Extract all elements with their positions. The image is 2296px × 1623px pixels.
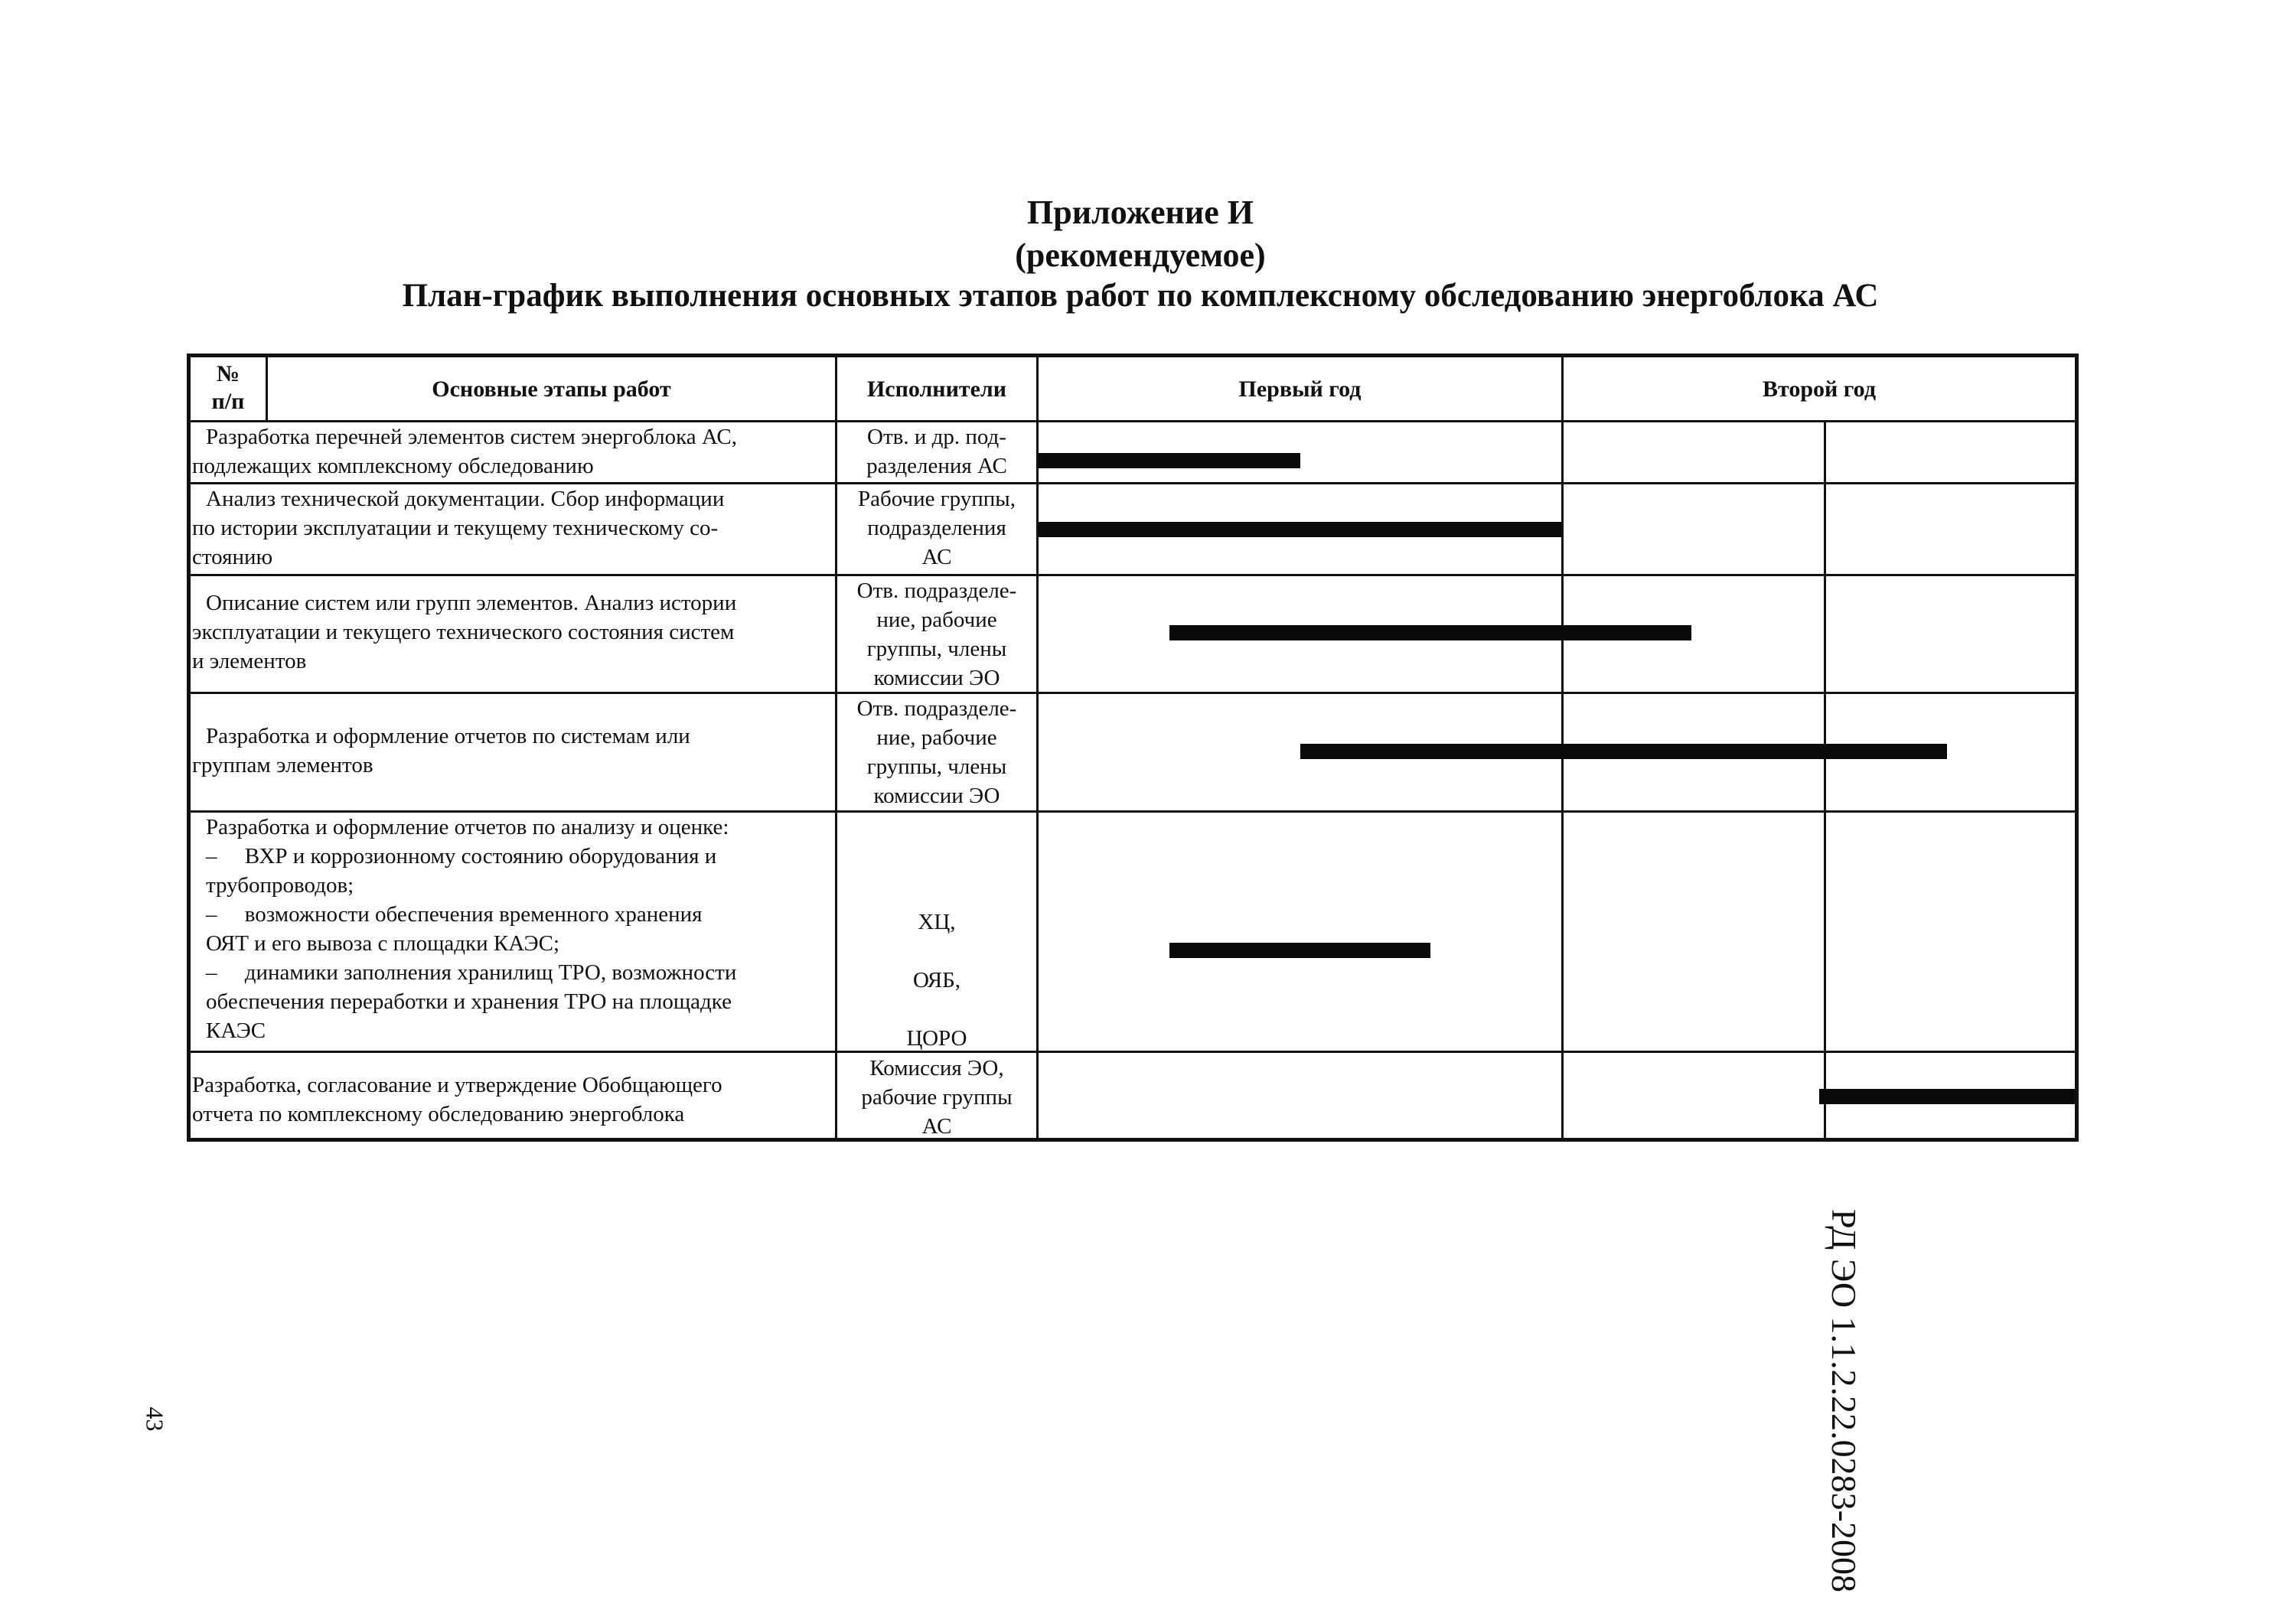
row-3-stage-line: и элементов — [192, 649, 307, 673]
row-2-performers — [837, 484, 1036, 572]
document-code: РД ЭО 1.1.2.22.0283-2008 — [1825, 1209, 1864, 1592]
row-5-performers-line: ХЦ, — [918, 910, 956, 934]
header-performers: Исполнители — [866, 376, 1007, 402]
header-num-line2: п/п — [211, 389, 245, 414]
schedule-title: План-график выполнения основных этапов работ по комплексному обследованию энергоблока АС — [402, 278, 1879, 314]
header-num — [191, 360, 266, 416]
row-2-performers-line: Рабочие группы, — [857, 487, 1016, 511]
row-2-performers-line: АС — [921, 545, 952, 569]
row-5-stage-line: – ВХР и коррозионному состоянию оборудования и — [206, 844, 717, 869]
row-5-stage-line: ОЯТ и его вывоза с площадки КАЭС; — [206, 931, 560, 956]
row-6-performers-line: Комиссия ЭО, — [869, 1056, 1004, 1080]
row-3-performers-line: ние, рабочие — [876, 608, 997, 632]
row-3-performers-line: группы, члены — [866, 637, 1007, 661]
row-6-performers-line: рабочие группы — [861, 1085, 1013, 1110]
row-line-2 — [191, 574, 2075, 576]
row-4-stage-line: группам элементов — [192, 753, 373, 777]
row-5-performers-line: ЦОРО — [906, 1026, 967, 1051]
row-6-performers-line: АС — [921, 1114, 952, 1139]
row-1-schedule-bar — [1039, 453, 1300, 468]
header-year1: Первый год — [1238, 376, 1362, 402]
row-4-performers-line: ние, рабочие — [876, 725, 997, 750]
schedule-table — [187, 354, 2079, 1142]
row-2-performers-line: подразделения — [867, 516, 1006, 540]
row-3-stage — [192, 588, 736, 676]
col-divider-performers-year1 — [1036, 357, 1039, 1138]
row-5-stage — [192, 813, 736, 1045]
row-5-stage-line: Разработка и оформление отчетов по анализу и оценке: — [206, 815, 729, 839]
row-5-stage-line: трубопроводов; — [206, 873, 354, 898]
row-5-schedule-bar — [1169, 943, 1431, 958]
row-1-stage — [192, 422, 737, 481]
row-3-performers — [837, 576, 1036, 693]
row-6-schedule-bar — [1819, 1089, 2075, 1104]
row-4-stage-line: Разработка и оформление отчетов по системам или — [206, 724, 690, 748]
row-5-stage-line: обеспечения переработки и хранения ТРО на площадке — [206, 989, 732, 1014]
row-1-stage-line: подлежащих комплексному обследованию — [192, 454, 594, 478]
row-3-schedule-bar — [1169, 625, 1691, 640]
row-5-performers-line: ОЯБ, — [912, 968, 961, 992]
row-2-stage-line: стоянию — [192, 545, 273, 569]
row-4-performers-line: комиссии ЭО — [873, 784, 1000, 808]
row-4-performers-line: группы, члены — [866, 754, 1007, 779]
header-stages: Основные этапы работ — [432, 376, 671, 402]
row-2-stage-line: по истории эксплуатации и текущему техническому со- — [192, 516, 719, 540]
appendix-title: Приложение И — [1027, 194, 1254, 231]
row-2-stage — [192, 484, 724, 572]
row-5-stage-line: – возможности обеспечения временного хранения — [206, 902, 703, 927]
row-3-performers-line: Отв. подразделе- — [856, 578, 1017, 603]
row-4-performers — [837, 694, 1036, 810]
row-1-performers — [837, 422, 1036, 481]
row-6-stage-line: Разработка, согласование и утверждение Обобщающего — [192, 1073, 722, 1097]
row-4-performers-line: Отв. подразделе- — [856, 696, 1017, 721]
row-3-performers-line: комиссии ЭО — [873, 666, 1000, 690]
row-1-performers-line: разделения АС — [866, 454, 1007, 478]
row-5-stage-line: КАЭС — [206, 1018, 266, 1043]
row-1-performers-line: Отв. и др. под- — [867, 425, 1006, 449]
row-1-stage-line: Разработка перечней элементов систем энергоблока АС, — [206, 425, 737, 449]
page-number: 43 — [141, 1406, 169, 1432]
appendix-status: (рекомендуемое) — [1015, 236, 1266, 274]
row-6-stage — [192, 1071, 722, 1129]
row-line-5 — [191, 1051, 2075, 1053]
row-4-stage — [192, 722, 690, 780]
row-2-schedule-bar — [1039, 522, 1561, 537]
row-3-stage-line: эксплуатации и текущего технического состояния систем — [192, 620, 735, 644]
row-4-schedule-bar — [1300, 744, 1948, 759]
row-6-performers — [837, 1054, 1036, 1141]
row-5-stage-line: – динамики заполнения хранилищ ТРО, возможности — [206, 960, 737, 985]
header-year2: Второй год — [1762, 376, 1876, 402]
header-num-line1: № — [216, 361, 240, 386]
row-6-stage-line: отчета по комплексному обследованию энергоблока — [192, 1102, 685, 1126]
row-5-performers — [837, 893, 1036, 1067]
row-line-3 — [191, 692, 2075, 694]
row-2-stage-line: Анализ технической документации. Сбор информации — [206, 487, 725, 511]
row-3-stage-line: Описание систем или групп элементов. Анализ истории — [206, 591, 737, 615]
halfyear-divider-year2 — [1824, 420, 1826, 1138]
